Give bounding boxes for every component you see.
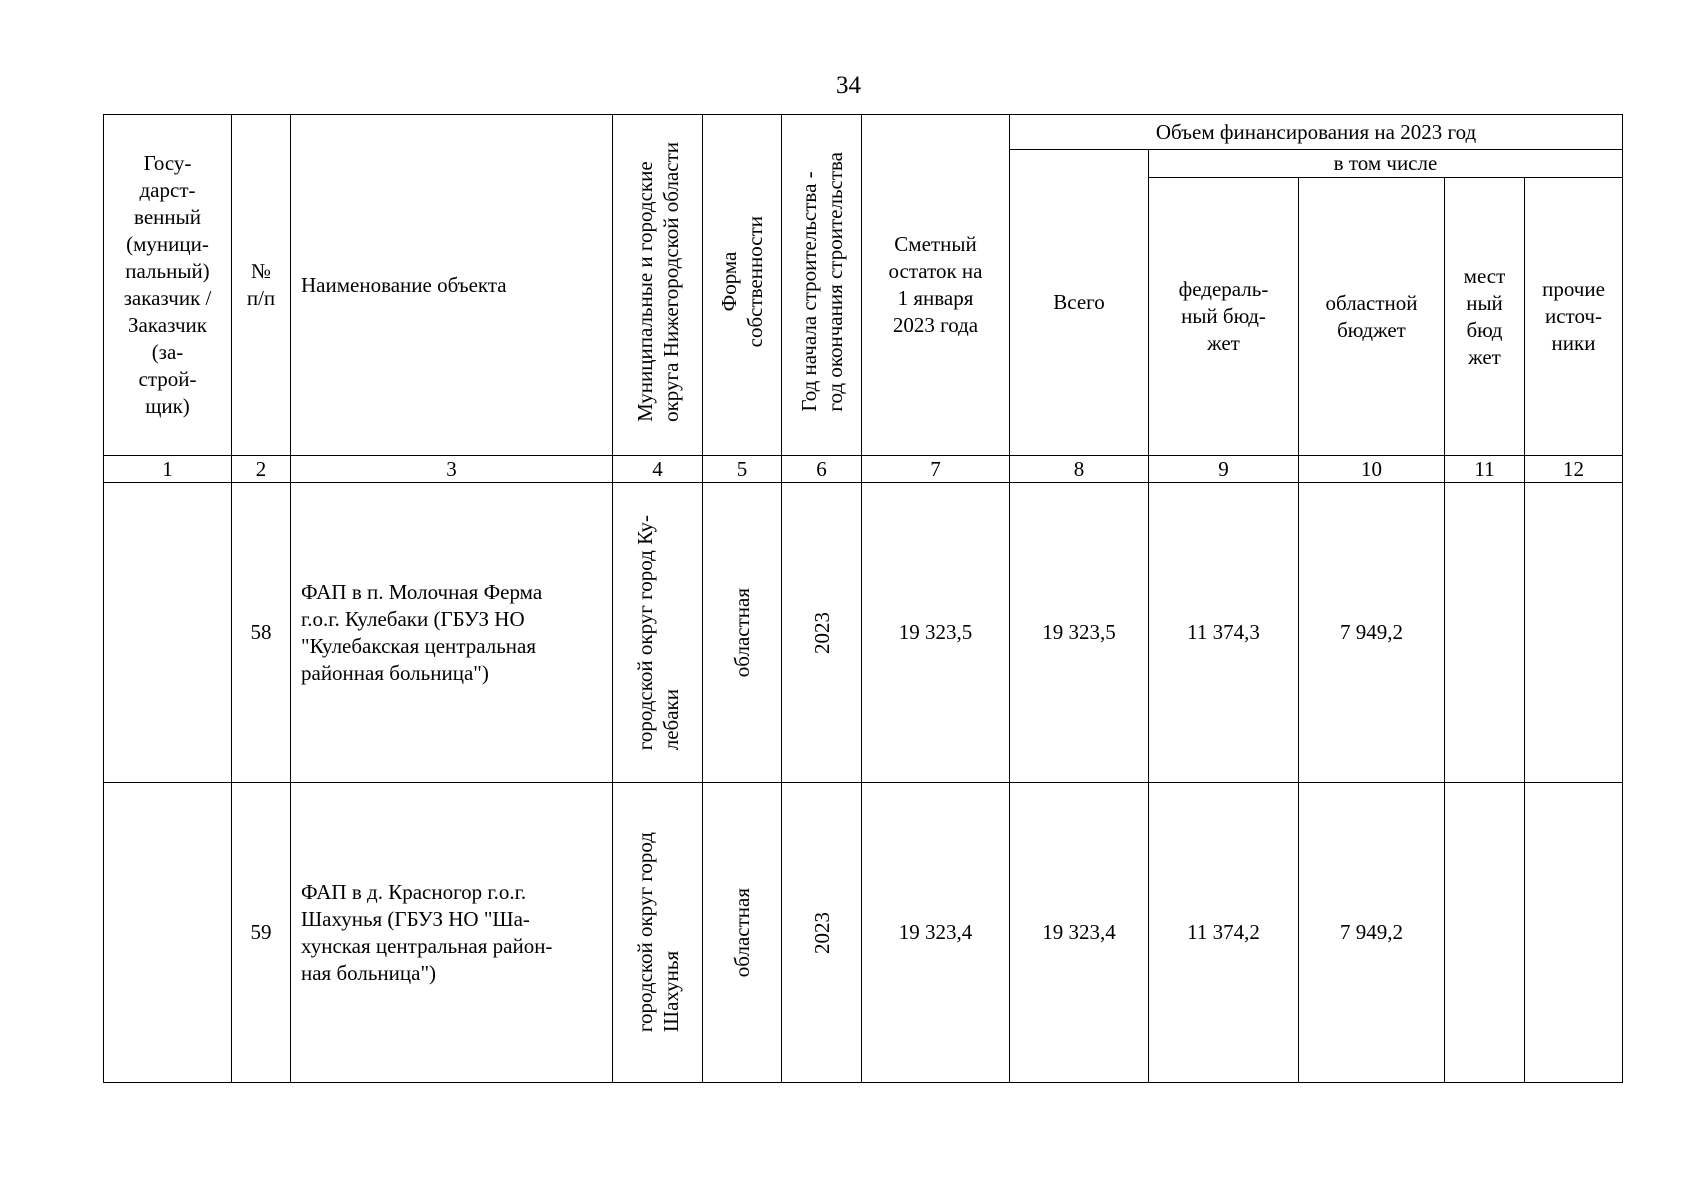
header-financing-group: Объем финансирования на 2023 год xyxy=(1010,115,1623,150)
cell-municipality xyxy=(613,783,703,1083)
cell-number: 59 xyxy=(232,783,291,1083)
header-federal: федераль- ный бюд- жет xyxy=(1149,178,1299,456)
cell-ownership xyxy=(703,483,782,783)
header-ownership xyxy=(703,115,782,456)
cell-years-text: 2023 xyxy=(809,911,834,954)
cell-local xyxy=(1445,783,1525,1083)
cell-number: 58 xyxy=(232,483,291,783)
column-number: 3 xyxy=(291,456,613,483)
column-number: 6 xyxy=(782,456,862,483)
column-number: 11 xyxy=(1445,456,1525,483)
table-row xyxy=(104,783,1623,1083)
cell-total: 19 323,5 xyxy=(1010,483,1149,783)
cell-ownership-text: областная xyxy=(730,587,754,678)
header-years xyxy=(782,115,862,456)
cell-other xyxy=(1525,783,1623,1083)
cell-years xyxy=(782,483,862,783)
header-number: № п/п xyxy=(232,115,291,456)
column-number: 4 xyxy=(613,456,703,483)
header-customer: Госу- дарст- венный (муници- пальный) заказчик / Заказчик (за- строй- щик) xyxy=(104,115,232,456)
column-number: 2 xyxy=(232,456,291,483)
cell-ownership-text: областная xyxy=(730,887,754,978)
header-estimate-balance: Сметный остаток на 1 января 2023 года xyxy=(862,115,1010,456)
cell-other xyxy=(1525,483,1623,783)
header-object-name: Наименование объекта xyxy=(291,115,613,456)
column-number: 10 xyxy=(1299,456,1445,483)
cell-ownership xyxy=(703,783,782,1083)
cell-years-text: 2023 xyxy=(809,611,834,654)
column-number: 7 xyxy=(862,456,1010,483)
header-other: прочие источ- ники xyxy=(1525,178,1623,456)
header-total: Всего xyxy=(1010,150,1149,456)
header-including: в том числе xyxy=(1149,150,1623,178)
cell-estimate-balance: 19 323,4 xyxy=(862,783,1010,1083)
cell-federal: 11 374,2 xyxy=(1149,783,1299,1083)
cell-regional: 7 949,2 xyxy=(1299,483,1445,783)
column-number: 8 xyxy=(1010,456,1149,483)
cell-customer xyxy=(104,783,232,1083)
financing-table xyxy=(103,114,1623,1083)
cell-municipality-text: городской округ город Шахунья xyxy=(632,832,683,1033)
header-regional: областной бюджет xyxy=(1299,178,1445,456)
table-row xyxy=(104,483,1623,783)
cell-customer xyxy=(104,483,232,783)
cell-years xyxy=(782,783,862,1083)
cell-municipality xyxy=(613,483,703,783)
cell-object-name: ФАП в п. Молочная Ферма г.о.г. Кулебаки (ГБУЗ НО "Кулебакская центральная районная больница") xyxy=(291,483,613,783)
cell-total: 19 323,4 xyxy=(1010,783,1149,1083)
cell-estimate-balance: 19 323,5 xyxy=(862,483,1010,783)
cell-federal: 11 374,3 xyxy=(1149,483,1299,783)
header-local: мест ный бюд жет xyxy=(1445,178,1525,456)
header-municipality-text: Муниципальные и городские округа Нижегородской области xyxy=(632,142,683,422)
cell-municipality-text: городской округ город Ку- лебаки xyxy=(632,514,683,751)
column-number: 1 xyxy=(104,456,232,483)
header-municipality xyxy=(613,115,703,456)
column-number: 9 xyxy=(1149,456,1299,483)
cell-object-name: ФАП в д. Красногор г.о.г. Шахунья (ГБУЗ НО "Ша- хунская центральная район- ная больница") xyxy=(291,783,613,1083)
header-ownership-text: Форма собственности xyxy=(717,216,767,348)
cell-local xyxy=(1445,483,1525,783)
column-number: 12 xyxy=(1525,456,1623,483)
header-years-text: Год начала строительства - год окончания строительства xyxy=(796,152,847,412)
column-number-row xyxy=(104,456,1623,483)
column-number: 5 xyxy=(703,456,782,483)
cell-regional: 7 949,2 xyxy=(1299,783,1445,1083)
page-number: 34 xyxy=(836,72,861,99)
